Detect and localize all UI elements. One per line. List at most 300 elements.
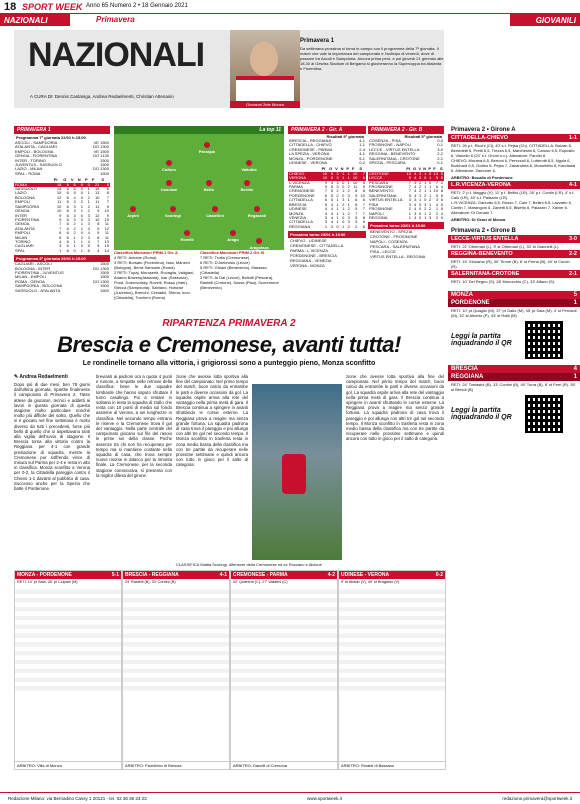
table-cell: 3: [347, 214, 350, 220]
table-cell: 2: [80, 234, 83, 240]
table-cell: 10: [351, 172, 359, 176]
table-cell: FIORENTINA - JUVENTUS: [15, 269, 64, 275]
table-cell: 4: [330, 214, 334, 220]
table-cell: 12: [104, 225, 109, 231]
page-header: [0, 0, 580, 14]
p2b-results-table: [368, 139, 444, 165]
field-player: [192, 142, 222, 154]
table-cell: 10: [94, 216, 100, 222]
table-cell: 0: [80, 186, 83, 192]
table-cell: 1: [347, 197, 350, 203]
table-cell: 5: [440, 201, 443, 207]
away-score-2: 1: [573, 374, 577, 380]
match-lineups: [231, 585, 337, 693]
table-cell: 5: [87, 243, 90, 249]
table-cell: 6: [66, 186, 69, 192]
table-cell: 4: [412, 176, 417, 180]
table-cell: 9: [59, 216, 62, 222]
table-cell: 1-1: [359, 142, 365, 148]
table-cell: 1: [80, 225, 83, 231]
table-cell: 0: [80, 230, 83, 236]
score-row-away: [448, 299, 580, 307]
table-cell: 6: [70, 183, 77, 187]
match-lineups: [123, 585, 229, 693]
table-cell: TORINO: [15, 238, 31, 244]
table-cell: 0: [342, 184, 345, 190]
table-cell: 4: [414, 206, 417, 212]
table-cell: 1: [73, 234, 76, 240]
table-cell: 2: [342, 201, 345, 207]
table-cell: 0-2: [359, 160, 365, 166]
list-item: NAPOLI - COSENZA: [370, 239, 408, 245]
table-cell: 1: [345, 172, 350, 176]
table-cell: 3: [87, 234, 90, 240]
table-cell: 7: [106, 194, 109, 200]
table-cell: 6: [440, 192, 443, 198]
table-cell: 13: [104, 238, 109, 244]
table-cell: 3: [330, 223, 334, 229]
table-cell: 5: [440, 206, 443, 212]
scorers-p2-text: 7 RETI: Trotta (Cremonese) 6 RETI: D'Ambrosio (Lecce) 5 RETI: Ghiani (Benevento), Marasso (Cittadella) 3 RETI: Ai Dai (Lecce), Bellotti (Pescara), Rastelli (Crotone), Sossa (Pisa), Scoremone (Benevento): [200, 255, 279, 290]
table-cell: 3: [419, 170, 422, 176]
table-cell: 1: [73, 243, 76, 249]
section-header: [0, 14, 580, 26]
table-cell: 2: [424, 192, 427, 198]
table-cell: 1: [429, 184, 432, 190]
table-cell: MILAN: [15, 234, 28, 240]
table-cell: 5: [408, 192, 411, 198]
table-cell: 5-1: [359, 155, 365, 161]
table-cell: 2: [355, 223, 358, 229]
table-cell: 2: [347, 223, 350, 229]
table-cell: 2: [336, 192, 339, 198]
player-name: Regazzoli: [247, 213, 267, 218]
player-name: Bertini: [240, 187, 254, 192]
table-cell: 5: [328, 172, 334, 176]
table-cell: FROSINONE: [369, 206, 393, 212]
table-cell: 1500: [100, 261, 109, 267]
p2b-column: [368, 126, 444, 259]
table-cell: 4: [87, 230, 90, 236]
table-cell: 8: [362, 223, 365, 229]
score-row-home-2: [448, 365, 580, 373]
player-name: Arago: [227, 237, 239, 242]
table-cell: 10: [321, 176, 329, 180]
table-cell: GENOA: [15, 221, 30, 227]
table-cell: 9: [432, 176, 439, 180]
table-cell: 2: [429, 206, 432, 212]
p2a-next-list: [288, 238, 366, 268]
match-box: [338, 570, 446, 770]
table-cell: 9: [106, 203, 109, 209]
player-marker-icon: [206, 180, 212, 186]
player-name: Arpini: [127, 213, 139, 218]
brescia-score-box: [448, 365, 580, 435]
article-col-2b: [176, 374, 248, 564]
table-cell: 5: [324, 201, 328, 207]
table-header-cell: N: [423, 166, 427, 172]
p1-standings-table: [14, 178, 110, 253]
table-cell: 0: [429, 170, 432, 176]
table-cell: FROSINONE - NAPOLI: [369, 142, 412, 148]
table-cell: 8: [362, 188, 365, 194]
table-cell: EMPOLI - BOLOGNA: [15, 148, 54, 154]
home-team-2: BRESCIA: [451, 366, 479, 372]
table-row: [288, 225, 366, 229]
table-cell: FIORENTINA: [15, 216, 40, 222]
rcol-m3-teams: LECCE-VIRTUS ENTELLA: [451, 236, 519, 242]
table-cell: 3: [419, 175, 422, 181]
table-cell: REGGIANA: [289, 223, 311, 229]
table-cell: 3: [435, 197, 439, 203]
score-row-home: [448, 291, 580, 299]
table-cell: 7: [408, 188, 411, 194]
table-cell: 2: [440, 179, 443, 185]
field-player: [158, 206, 188, 218]
photo-caption-2: CLASSIFICA Mattia Scoringi, difensore della Cremonese ed ex Rozzano e Alcione: [176, 562, 322, 567]
table-cell: 4: [435, 201, 439, 207]
table-cell: 1500: [100, 170, 109, 176]
p1-results-head: Programma 7ª giornata 22/01 h.15.00: [16, 135, 86, 140]
player-name: Vaitulini: [241, 167, 257, 172]
table-cell: 0: [419, 214, 422, 220]
table-header-cell: P: [346, 166, 350, 172]
table-cell: 11: [104, 221, 109, 227]
table-cell: 6: [106, 190, 109, 196]
qr-code-icon[interactable]: [525, 395, 563, 433]
table-cell: 8: [362, 214, 365, 220]
table-cell: 10: [351, 176, 359, 180]
player-marker-icon: [230, 230, 236, 236]
match-teams: MONZA - PORDENONE: [17, 572, 72, 578]
table-header-cell: G: [413, 166, 417, 172]
section-right-label: GIOVANILI: [510, 14, 580, 26]
table-cell: 6: [66, 212, 69, 218]
table-cell: 15: [94, 186, 100, 192]
p2b-standings-table: [368, 167, 444, 220]
table-cell: 9: [59, 212, 62, 218]
table-cell: 5: [73, 186, 76, 192]
table-cell: 6: [62, 183, 70, 187]
table-header-cell: PI: [406, 166, 411, 172]
table-cell: 6: [66, 221, 69, 227]
table-cell: SALERNITANA: [369, 192, 397, 198]
table-cell: 1500: [100, 162, 109, 168]
table-cell: 3: [324, 214, 328, 220]
brescia-score-text: RETI: 24' Tomasini (B), 33' Contini (B), 40' Turra (B), 8' st Ferri (R), 35' st Bertoli (B): [451, 382, 576, 392]
table-cell: 3: [424, 201, 427, 207]
table-cell: 0: [84, 183, 91, 187]
table-cell: 4: [414, 184, 417, 190]
table-cell: 6: [66, 225, 69, 231]
rcol-title: Primavera 2 • Girone A: [451, 127, 516, 133]
rcol-m1-text: RETI: 26 p.t. Ricchi (Ci); 40' s.t. Pejsa (Ch). CITTADELLA: Bolzan 6, Benedetti 6, Pretti 6,5, Trezza 6,5, Marchesini 6, Caruso 6,5, Esposito 6, Vianello 6 (20' s.t. Gnoni s.v.). Allenatore: Parolin 6. CHIEVO: Morana 6,5, Bertoni 6, Perezzoli 6, Lutterotti 6,5, Ngola 6, Burkhard 6,5, Gobbo 6, Pejsa 7, Zanandrea 6, Morseletto 6, Kandadai 6. Allenatore: Zamuner 6.: [451, 143, 576, 173]
section-sublabel: Primavera: [96, 15, 135, 24]
home-score-2: 4: [573, 366, 577, 372]
table-header-cell: N: [77, 177, 81, 183]
match-referee: ARBITRO: Rinaldi di Bassano: [339, 761, 445, 769]
p2a-next-head: Prossimo turno 23/01 h.15.00: [288, 231, 366, 238]
table-cell: 0: [80, 216, 83, 222]
table-cell: 0-1: [437, 160, 443, 166]
table-cell: 1: [80, 247, 83, 253]
table-cell: MILAN - EMPOLI: [15, 274, 46, 280]
table-cell: BENEVENTO: [369, 188, 394, 194]
p2b-next-head: Prossimo turno 23/01 h.15.00: [368, 222, 444, 229]
table-cell: 7: [408, 179, 411, 185]
table-cell: 0: [342, 192, 345, 198]
table-row: [14, 289, 110, 293]
table-header-cell: N: [340, 166, 344, 172]
list-item: VERONA - MONZA: [290, 263, 325, 269]
player-marker-icon: [204, 142, 210, 148]
p2b-next-list: [368, 229, 444, 259]
table-cell: 1: [347, 201, 350, 207]
table-cell: 1: [80, 208, 83, 214]
player-photo: [230, 30, 300, 108]
table-cell: 7: [358, 172, 366, 176]
table-cell: 2-1: [437, 155, 443, 161]
qr-block-1[interactable]: [448, 319, 580, 361]
table-cell: 4: [414, 188, 417, 194]
match-score: 0-2: [435, 572, 443, 578]
table-cell: 4: [412, 172, 417, 176]
list-item: PORDENONE - BRESCIA: [290, 253, 337, 259]
table-cell: 8: [355, 188, 358, 194]
match-box: [230, 570, 338, 770]
table-cell: 1: [424, 188, 427, 194]
issue-info: Anno 65 Numero 2 • 18 Gennaio 2021: [86, 3, 188, 9]
table-cell: 3: [87, 216, 90, 222]
qr-block-2[interactable]: [448, 393, 580, 435]
footer-website[interactable]: www.sportweek.it: [307, 796, 342, 801]
article-col-2: [96, 374, 172, 564]
table-cell: 6: [66, 234, 69, 240]
table-cell: 9: [362, 219, 365, 225]
rcol-p2b-title: Primavera 2 • Girone B: [451, 228, 516, 234]
table-cell: 6: [66, 247, 69, 253]
table-cell: 7: [435, 179, 439, 185]
table-cell: 0: [342, 219, 345, 225]
table-cell: 3: [414, 210, 417, 216]
table-cell: 6: [66, 208, 69, 214]
table-cell: 2: [429, 210, 432, 216]
table-cell: 1: [429, 188, 432, 194]
top11-title: La top 11: [114, 126, 284, 134]
table-cell: 3: [73, 212, 76, 218]
table-cell: 0: [80, 243, 83, 249]
table-cell: 1: [80, 221, 83, 227]
article-text-2: brevianti ai padroni ora a quota 4 punti e rumore, a rimpatto nelle retrovie della classifica: bene le due squadre lombarde che hanno saputo sfruttare il turno casalingo. Poi a restare in solitaria in testa la squadra di Gallo che resta con 10 punti di media sul fondo assieme al Verona, a sei lunghezze in classifica. Nel secondo tempo entrano le riserve e la Cremonese trova il gol del vantaggio. Nella parte centrale del campionato giocano sul filo del rasoio le prime sei della classe. Poche assenze tra chi non ha recuperato per tempo ma si mantiene costante nella squadra di casa, che trova sempre nuove risorse in attacco per la rimonta finale. La Cremonese, per la seconda stagione consecutiva, si presenta con la miglior difesa del girone.: [96, 374, 172, 478]
table-cell: 2: [73, 225, 76, 231]
player-marker-icon: [166, 180, 172, 186]
table-cell: 3: [59, 243, 62, 249]
table-cell: 1: [419, 197, 422, 203]
match-photo: [252, 384, 342, 560]
top11-field: [114, 134, 284, 250]
table-cell: 1500: [100, 283, 109, 289]
table-cell: 5: [97, 243, 100, 249]
away-team: PORDENONE: [451, 300, 490, 306]
table-cell: 10: [56, 203, 62, 209]
table-cell: 0: [419, 206, 422, 212]
table-cell: 21: [91, 183, 101, 187]
table-cell: ROMA - GENOA: [15, 278, 45, 284]
rcol-m5-teams: SALERNITANA-CROTONE: [451, 271, 520, 277]
table-cell: 1: [87, 186, 90, 192]
p1-results-table: [14, 141, 110, 176]
table-cell: ATALANTA - CAGLIARI: [15, 144, 57, 150]
table-cell: 6: [66, 238, 69, 244]
p2a-results-table: [288, 139, 366, 165]
match-score: 4-2: [327, 572, 335, 578]
list-item: VIRTUS ENTELLA - REGGINA: [370, 254, 426, 260]
table-cell: CREMONESE - PARMA: [289, 146, 333, 152]
magazine-logo: SPORT WEEK: [22, 2, 83, 12]
table-cell: GENOA: [15, 208, 30, 214]
table-cell: 5: [73, 190, 76, 196]
scorers-p1-title: Classifica Marcatori PRIM.1 Gir. A: [114, 250, 178, 255]
table-cell: 3: [336, 179, 339, 185]
table-cell: 7: [59, 221, 62, 227]
table-cell: ROMA: [14, 183, 53, 187]
scorers-p1: [114, 250, 198, 300]
table-cell: 1: [429, 175, 432, 181]
match-goals: 24' Rastelli (B), 33' Contini (B): [125, 580, 176, 584]
match-box: [122, 570, 230, 770]
table-cell: 2: [408, 206, 411, 212]
table-cell: 15: [104, 243, 109, 249]
table-cell: 0: [424, 197, 427, 203]
table-cell: 1: [424, 214, 427, 220]
table-cell: 2: [347, 210, 350, 216]
rcol-m4-teams: REGGINA-BENEVENTO: [451, 251, 513, 257]
table-cell: 10: [360, 192, 365, 198]
table-cell: REGGINA: [369, 214, 388, 220]
list-item: PARMA - L.VICENZA: [290, 248, 328, 254]
article-col-1: [14, 374, 90, 491]
table-cell: ASCOLI - SAMPDORIA: [15, 140, 58, 145]
rcol-m5-text: RETI: 10' Del Regno (S), 28' Monorchio (C), 33' Alfano (S).: [451, 279, 556, 284]
table-cell: 2: [80, 199, 83, 205]
table-cell: BRESCIA - REGGIANA: [289, 138, 332, 143]
table-cell: 11: [104, 234, 109, 240]
article-text-2b: zione che avesse lotta sportiva alla fine del campionato. Nel primo tempo del match, buon calcio da entrambe le parti e diverse occasioni da gol. La squadra ospite arriva alla rete del vantaggio nella prima metà di gara. Il Brescia continua a spingere in avanti sfruttando le corsie esterne. La Reggiana prova a reagire ma senza grande fortuna. La squadra padrona di casa trova il pareggio e poi allunga con altri tre gol nel secondo tempo. Il Monza sconfitto in trasferta resta in zona medio bassa della classifica ma con tre partite da recuperare nelle prossime settimane e quindi ancora con tutto in gioco per il salto di categoria.: [176, 374, 248, 468]
player-marker-icon: [256, 238, 262, 244]
table-cell: 5: [440, 175, 443, 181]
table-cell: 5: [330, 188, 334, 194]
table-cell: 4: [330, 206, 334, 212]
table-cell: 7: [324, 188, 328, 194]
right-column: [448, 126, 580, 646]
table-cell: 11: [104, 230, 109, 236]
monza-score-box: [448, 291, 580, 361]
table-cell: 1: [429, 201, 432, 207]
match-lineups: [15, 585, 121, 693]
match-goals: 22' Quarena (C), 27' Vallatini (C): [233, 580, 288, 584]
rcol-m3-score: 3-0: [569, 236, 577, 242]
table-cell: L.VICENZA: [289, 179, 310, 185]
player-marker-icon: [212, 206, 218, 212]
p1-next-head: Programma 8ª giornata 29/01 h.15.00: [14, 255, 110, 262]
rcol-m4-text: RETI: 15' Girolamo (R), 30' Tirone (B), 8' st Perna (B), 40' st Curcio (R).: [451, 259, 570, 269]
table-cell: CAGLIARI: [15, 243, 34, 249]
table-cell: 8: [100, 183, 110, 187]
table-cell: 2-2: [437, 151, 443, 157]
table-cell: 3: [87, 221, 90, 227]
p2a-column: [288, 126, 366, 268]
table-cell: 11: [95, 203, 100, 209]
table-cell: 9: [362, 184, 365, 190]
table-cell: 4: [324, 206, 328, 212]
table-header-cell: F: [91, 177, 95, 183]
table-cell: 1: [408, 214, 411, 220]
rcol-m1-score: 1-1: [569, 135, 577, 141]
table-cell: 4: [324, 210, 328, 216]
table-cell: 6: [440, 197, 443, 203]
player-figure: [282, 454, 306, 494]
table-cell: UDINESE - VERONA: [289, 160, 328, 166]
table-cell: 1: [336, 206, 339, 212]
table-cell: 14: [433, 170, 439, 176]
player-name: Parzajuk: [198, 149, 216, 154]
banner-title: NAZIONALI: [28, 36, 205, 74]
table-cell: 3: [334, 172, 339, 176]
table-cell: FROSINONE: [369, 184, 393, 190]
rcol-m2-head: [448, 181, 580, 189]
table-cell: REGGINA - BENEVENTO: [369, 151, 416, 157]
table-cell: 3: [73, 199, 76, 205]
match-header: [231, 571, 337, 579]
table-cell: 2: [435, 210, 439, 216]
match-teams: BRESCIA - REGGIANA: [125, 572, 179, 578]
rcol-m3-text: RETI: 22' Oltremari (L), 9' st Oltremari (L), 33' st Giannelli (L).: [451, 244, 560, 249]
table-cell: CREMONESE: [289, 188, 315, 194]
table-cell: 0: [424, 175, 427, 181]
field-player: [244, 238, 274, 250]
footer-email[interactable]: redazione.primavera@sportweek.it: [502, 796, 572, 801]
table-cell: 3: [336, 184, 339, 190]
table-cell: 3: [414, 179, 417, 185]
table-cell: 6: [358, 176, 366, 180]
table-cell: 6: [324, 192, 328, 198]
table-cell: 11: [57, 199, 62, 205]
match-goals: RETI: 10' pt Sala, 26' pt Colpani (M): [17, 580, 78, 584]
table-cell: 6: [66, 243, 69, 249]
table-cell: 7: [362, 206, 365, 212]
table-cell: BOLOGNA: [15, 194, 35, 200]
table-cell: 3: [414, 197, 417, 203]
table-cell: ATALANTA: [15, 225, 35, 231]
table-cell: EMPOLI: [15, 230, 31, 236]
table-cell: VIRTUS ENTELLA: [369, 197, 403, 203]
table-header-cell: F: [351, 166, 355, 172]
table-cell: 5: [355, 214, 358, 220]
table-cell: 3: [73, 208, 76, 214]
field-player: [118, 206, 148, 218]
list-item: REGGIANA - VENEZIA: [290, 258, 332, 264]
table-cell: 9: [97, 208, 100, 214]
match-lineups: [339, 585, 445, 693]
section-label: NAZIONALI: [0, 14, 70, 26]
qr-label-1: Leggi la partita inquadrando il QR: [451, 333, 512, 347]
table-cell: 1: [424, 179, 427, 185]
table-cell: 3: [73, 216, 76, 222]
table-cell: SASSUOLO - ATALANTA: [15, 287, 61, 293]
qr-code-icon[interactable]: [525, 321, 563, 359]
table-cell: 1: [342, 188, 345, 194]
table-cell: 0: [80, 212, 83, 218]
